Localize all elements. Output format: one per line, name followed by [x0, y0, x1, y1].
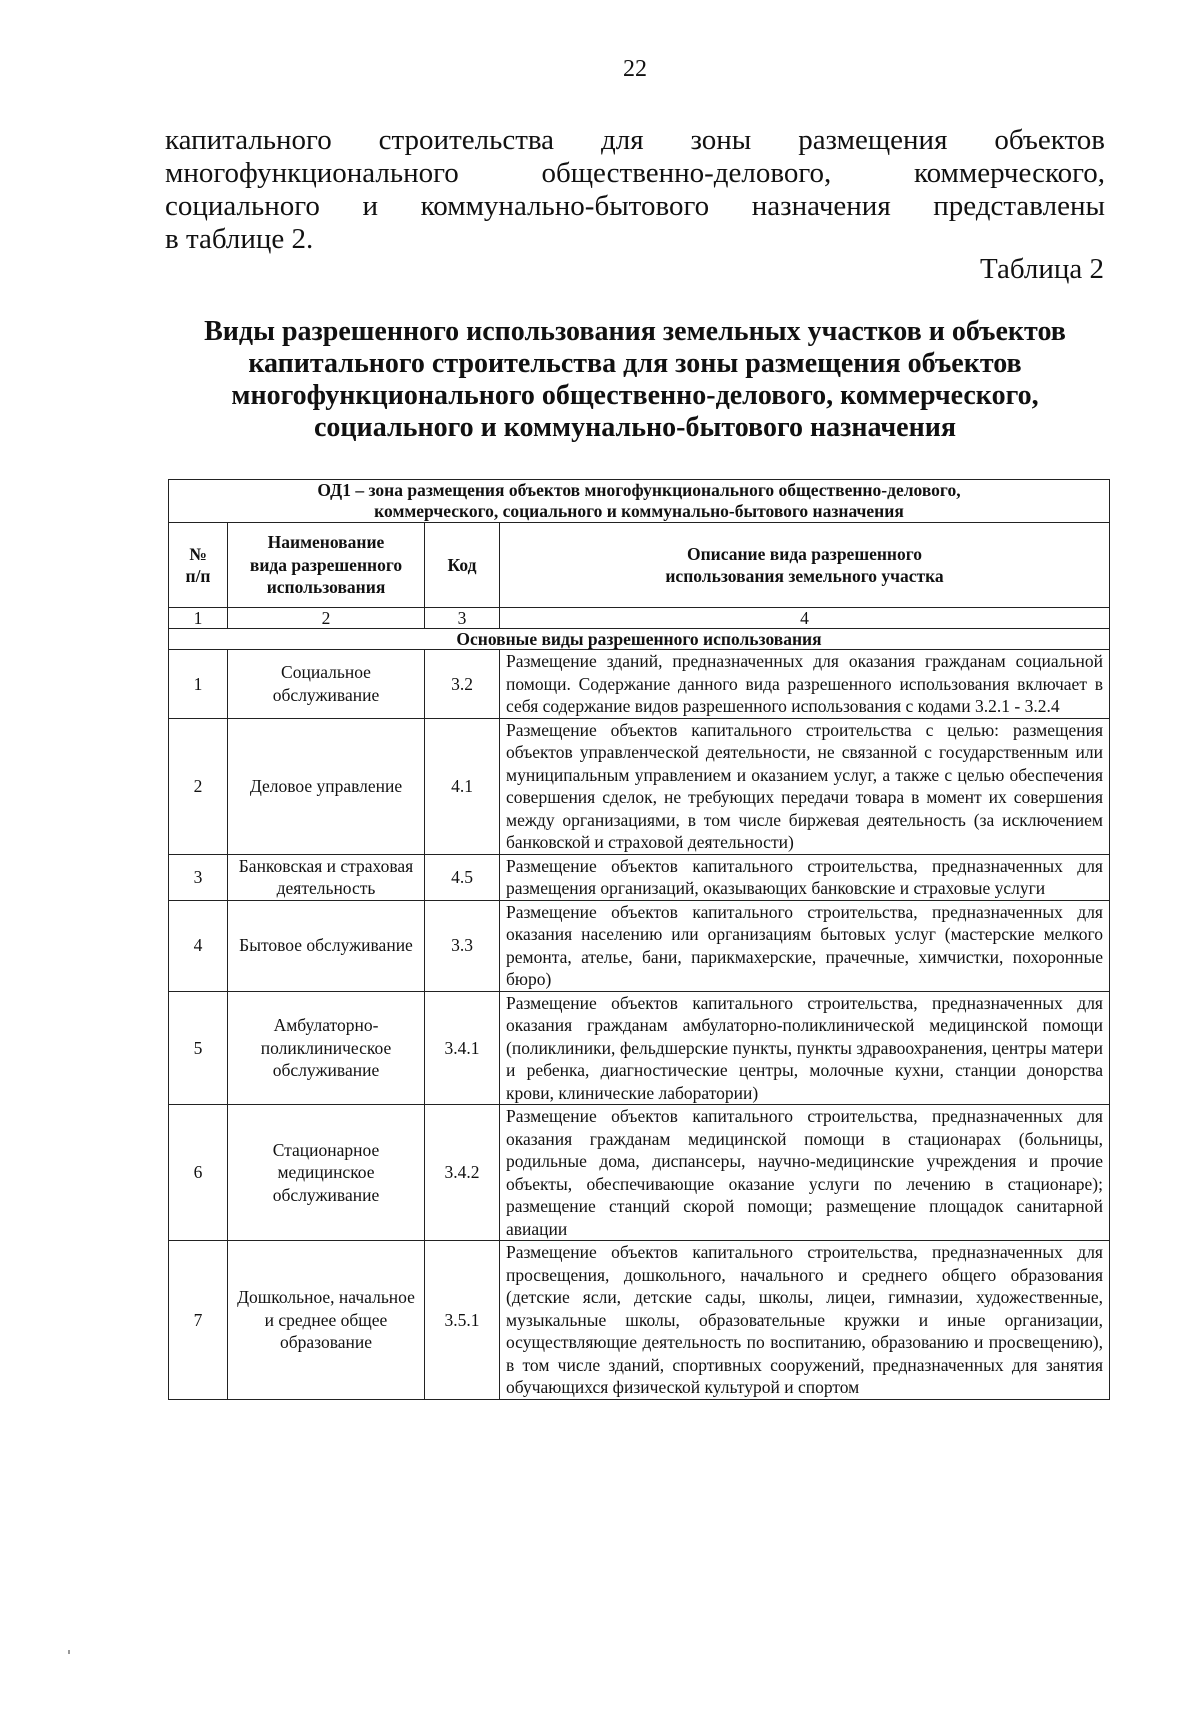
row-use-name-cell: Амбулаторно-поликлиническое обслуживание [228, 991, 425, 1105]
row-number-cell: 4 [169, 900, 228, 991]
row-code-cell: 4.1 [425, 718, 500, 854]
table-title [150, 316, 1120, 444]
zone-header-row [169, 480, 1110, 523]
land-use-table [168, 479, 1110, 1400]
row-number-cell: 5 [169, 991, 228, 1105]
section-row [169, 629, 1110, 650]
column-number: 2 [228, 608, 425, 629]
intro-word: представлены [933, 190, 1105, 222]
table-row [169, 900, 1110, 991]
column-header-name [228, 523, 425, 608]
intro-word: коммерческого, [913, 157, 1105, 189]
table-row [169, 718, 1110, 854]
column-header-num [169, 523, 228, 608]
row-code-cell: 3.2 [425, 650, 500, 719]
table-title-line: капитального строительства для зоны размещения объектов [248, 348, 1022, 379]
intro-word: строительства [378, 124, 555, 156]
table-row [169, 991, 1110, 1105]
zone-header-line: коммерческого, социального и коммунально-бытового назначения [374, 501, 904, 521]
intro-word: капитального [165, 124, 332, 156]
scan-artifact [68, 1650, 70, 1654]
table-title-line: социального и коммунально-бытового назначения [314, 412, 956, 443]
row-use-name-cell: Социальное обслуживание [228, 650, 425, 719]
intro-word: размещения [798, 124, 948, 156]
intro-last-line: в таблице 2. [165, 223, 314, 255]
column-header-line: п/п [185, 566, 211, 586]
row-description-cell: Размещение объектов капитального строительства, предназначенных для размещения организаций, оказывающих банковские и страховые услуги [500, 854, 1110, 900]
intro-word: коммунально-бытового [420, 190, 710, 222]
page-number: 22 [623, 56, 647, 82]
row-description-cell: Размещение объектов капитального строительства, предназначенных для оказания гражданам амбулаторно-поликлинической медицинской помощи (поликлиники, фельдшерские пункты, пункты здравоохранения, центры матери и ребенка, диагностические центры, молочные кухни, станции донорства крови, клинические лаборатории) [500, 991, 1110, 1105]
intro-line [165, 124, 1105, 157]
row-code-cell: 3.4.1 [425, 991, 500, 1105]
section-title: Основные виды разрешенного использования [169, 629, 1110, 650]
column-header-description [500, 523, 1110, 608]
row-use-name-cell: Стационарное медицинское обслуживание [228, 1105, 425, 1241]
row-number-cell: 1 [169, 650, 228, 719]
zone-header-line: ОД1 – зона размещения объектов многофункционального общественно-делового, [317, 480, 961, 500]
row-description-cell: Размещение объектов капитального строительства, предназначенных для оказания гражданам медицинской помощи в стационарах (больницы, родильные дома, диспансеры, научно-медицинские учреждения и прочие объекты, обеспечивающие оказание услуги по лечению в стационаре); размещение станций скорой помощи; размещение площадок санитарной авиации [500, 1105, 1110, 1241]
column-header-line: использования земельного участка [665, 566, 944, 586]
intro-line [165, 190, 1105, 223]
row-number-cell: 3 [169, 854, 228, 900]
column-header-line: Описание вида разрешенного [686, 543, 923, 564]
row-use-name-cell: Бытовое обслуживание [228, 900, 425, 991]
intro-word: объектов [994, 124, 1105, 156]
row-use-name-cell: Деловое управление [228, 718, 425, 854]
row-code-cell: 3.3 [425, 900, 500, 991]
row-description-cell: Размещение зданий, предназначенных для оказания гражданам социальной помощи. Содержание данного вида разрешенного использования включает в себя содержание видов разрешенного использования с кодами 3.2.1 - 3.2.4 [500, 650, 1110, 719]
zone-header-cell [169, 480, 1110, 523]
column-header-line: вида разрешенного [249, 554, 403, 575]
intro-word: зоны [690, 124, 752, 156]
intro-line [165, 157, 1105, 190]
intro-word: для [600, 124, 644, 156]
table-label: Таблица 2 [979, 253, 1104, 285]
intro-word: и [362, 190, 379, 222]
column-number-row [169, 608, 1110, 629]
column-header-line: использования [266, 577, 386, 598]
column-header-line: Наименование [267, 532, 385, 553]
row-code-cell: 4.5 [425, 854, 500, 900]
row-use-name-cell: Дошкольное, начальное и среднее общее образование [228, 1241, 425, 1400]
row-description-cell: Размещение объектов капитального строительства, предназначенных для просвещения, дошкольного, начального и среднего общего образования (детские ясли, детские сады, школы, лицеи, гимназии, художественные, музыкальные школы, образовательные кружки и иные организации, осуществляющие деятельность по воспитанию, образованию и просвещению), в том числе зданий, спортивных сооружений, предназначенных для занятия обучающихся физической культурой и спортом [500, 1241, 1110, 1400]
row-code-cell: 3.4.2 [425, 1105, 500, 1241]
intro-word: назначения [751, 190, 891, 222]
table-title-line: Виды разрешенного использования земельных участков и объектов [204, 316, 1066, 347]
row-number-cell: 7 [169, 1241, 228, 1400]
row-number-cell: 6 [169, 1105, 228, 1241]
row-code-cell: 3.5.1 [425, 1241, 500, 1400]
row-number-cell: 2 [169, 718, 228, 854]
intro-word: общественно-делового, [541, 157, 832, 189]
intro-word: многофункционального [165, 157, 459, 189]
table-row [169, 650, 1110, 719]
column-number: 1 [169, 608, 228, 629]
column-header-code: Код [425, 523, 500, 608]
intro-paragraph [165, 124, 1105, 256]
column-header-row [169, 523, 1110, 608]
column-header-line: № [189, 543, 207, 564]
table-row [169, 1105, 1110, 1241]
table-row [169, 1241, 1110, 1400]
row-description-cell: Размещение объектов капитального строительства с целью: размещения объектов управленческой деятельности, не связанной с государственным или муниципальным управлением и оказанием услуг, а также с целью обеспечения совершения сделок, не требующих передачи товара в момент их совершения между организациями, в том числе биржевая деятельность (за исключением банковской и страховой деятельности) [500, 718, 1110, 854]
intro-word: социального [165, 190, 320, 222]
column-number: 4 [500, 608, 1110, 629]
row-use-name-cell: Банковская и страховая деятельность [228, 854, 425, 900]
table-title-line: многофункционального общественно-делового, коммерческого, [231, 380, 1039, 411]
row-description-cell: Размещение объектов капитального строительства, предназначенных для оказания населению или организациям бытовых услуг (мастерские мелкого ремонта, ателье, бани, парикмахерские, прачечные, химчистки, похоронные бюро) [500, 900, 1110, 991]
column-number: 3 [425, 608, 500, 629]
table-row [169, 854, 1110, 900]
